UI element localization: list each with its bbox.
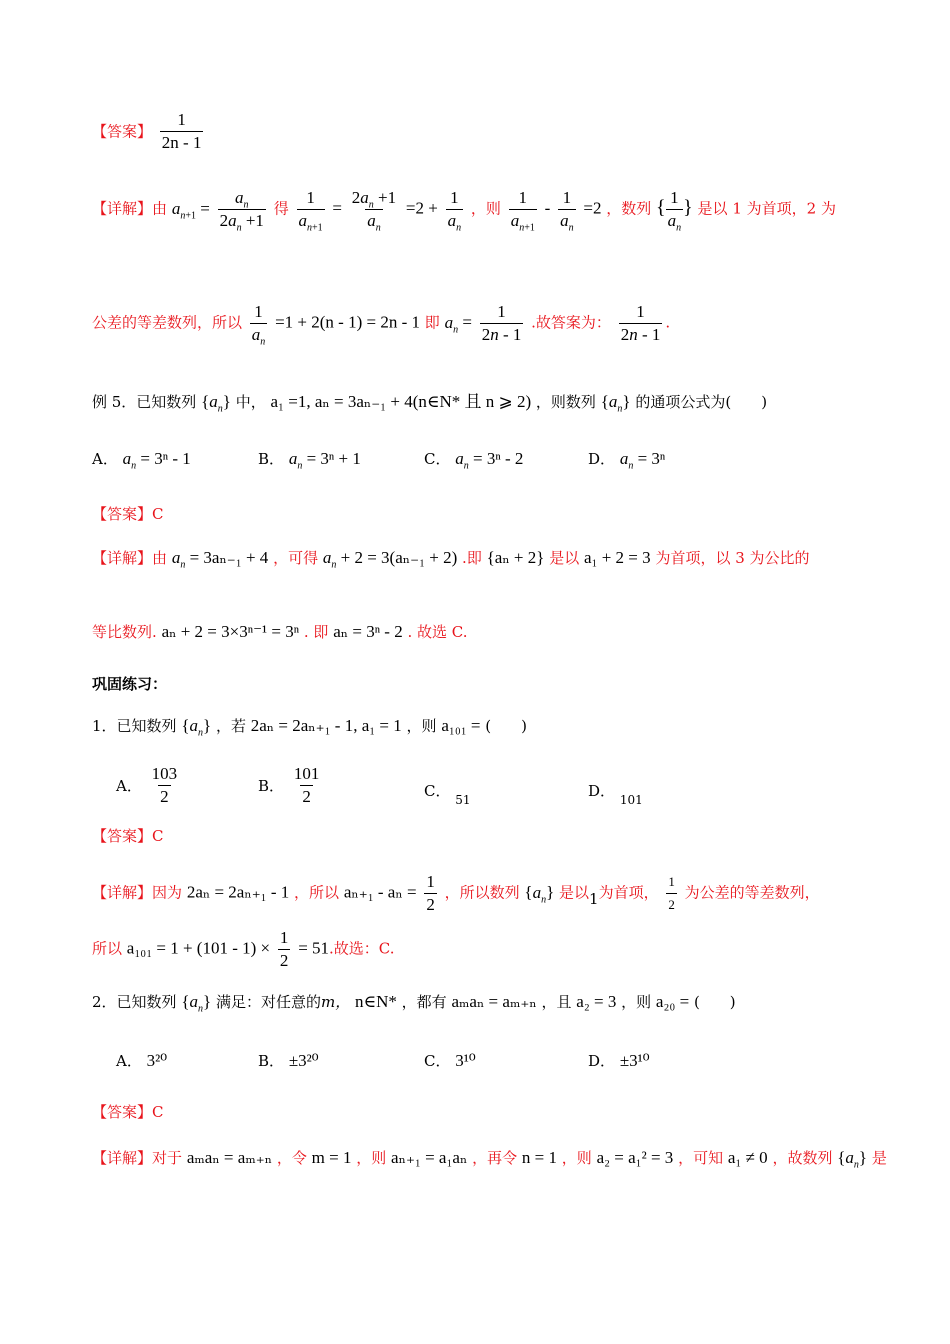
brace-open: { [656, 196, 666, 219]
answer-line-1 [92, 110, 206, 153]
example-5: 例 5．已知数列 $\{a_n\}$ 中， a₁ =1, aₙ = 3aₙ₋₁ + 4(n∈N* 且 n ⩾ 2) ，则数列 $\{a_n\}$ 的通项公式为( ) [92, 392, 768, 415]
q2-option-c[interactable]: C． 3¹⁰ [424, 1051, 476, 1070]
fraction-final: $\frac{1}{2n - 1}$ [620, 302, 661, 344]
ex5-answer: 【答案】C [92, 505, 164, 523]
ex5-detail-1: 【详解】由 $a_n = 3a_{n-1} + 4$ ，可得 $a_n + 2 = 3(a_{n-1} + 2)$ .即 {aₙ + 2} 是以 a₁ + 2 = 3 为首项，以 3 为公比的 [92, 548, 810, 571]
seq-an-2: $\{a_n\}$ [600, 392, 631, 415]
detail-line-1: 【详解】由 $a_{n+1}$ = $\frac{a_n}{2a_n +1}$ 得 $\frac{1}{a_{n+1}}$ = $\frac{2a_n +1}{a_n}$ =2 + $\frac{1}{a_n}$ ，则 $\frac{1}{a_{n+1}}$ - $\frac{1}{a_n}$ =2 ，数列 { $\frac{1}{a_n}$ } 是以 1 为首项，2 为 [92, 188, 836, 234]
ex5-set: {aₙ + 2} [486, 548, 545, 567]
q2-ask: a₂₀ = [655, 992, 690, 1011]
q1-option-c[interactable]: C． $_{51}$ [424, 782, 471, 807]
q1-l2-eq: = 51 [298, 938, 330, 958]
q2-option-a[interactable]: A． 3²⁰ [116, 1051, 168, 1070]
detail-label: 【详解】 [92, 199, 153, 218]
detail-line-2: 公差的等差数列，所以 $\frac{1}{a_n}$ =1 + 2(n - 1) = 2n - 1 即 $a_n$ = $\frac{1}{2n - 1}$ .故答案为： $\frac{1}{2n - 1}$ . [92, 302, 671, 348]
q1-cond: 2aₙ = 2aₙ₊₁ - 1, a₁ = 1 [250, 716, 402, 735]
q2-cond: aₘaₙ = aₘ₊ₙ [451, 992, 537, 1011]
ex5-first: a₁ + 2 = 3 [584, 548, 651, 567]
q2-m1: m = 1 [311, 1148, 352, 1167]
q1-answer: 【答案】C [92, 827, 164, 845]
question-2: 2．已知数列 $\{a_n\}$ 满足：对任意的m， n∈N* ，都有 aₘaₙ = aₘ₊ₙ ，且 a₂ = 3 ，则 a₂₀ = ( ) [92, 992, 736, 1015]
ex5-l2-expr2: aₙ = 3ⁿ - 2 [333, 622, 403, 641]
ex5-expr2: + 2 = 3(aₙ₋₁ + 2) [340, 548, 458, 567]
minus-sign: - [544, 198, 551, 218]
math-recurrence: $a_{n+1}$ = [171, 198, 210, 221]
ex5-condition: a₁ =1, aₙ = 3aₙ₋₁ + 4(n∈N* 且 n ⩾ 2) [270, 392, 532, 411]
q1-seq: $\{a_n\}$ [181, 716, 212, 739]
q1-detail-1: 【详解】因为 2aₙ = 2aₙ₊₁ - 1 ，所以 aₙ₊₁ - aₙ = $\frac{1}{2}$ ，所以数列 $\{a_n\}$ 是以1为首项， $\frac{1}{2}$ 为公差的等差数列， [92, 872, 820, 914]
q1-expr2: aₙ₊₁ - aₙ = [343, 882, 417, 902]
fraction-reciprocal: $\frac{1}{a_{n+1}}$ [298, 188, 323, 234]
q2-a2: a₂ = 3 [576, 992, 617, 1011]
eq-2: =2 [583, 198, 602, 218]
fraction-1-an: $\frac{1}{a_n}$ [447, 188, 462, 234]
ex5-option-c[interactable]: C． $a_n = 3^n - 2$ [424, 449, 524, 472]
practice-title: 巩固练习： [92, 675, 168, 693]
q2-detail-1: 【详解】对于 aₘaₙ = aₘ₊ₙ ，令 m = 1 ，则 aₙ₊₁ = a₁aₙ ，再令 n = 1 ，则 a₂ = a₁² = 3 ，可知 a₁ ≠ 0 ，故数列 $\{a_n\}$ 是 [92, 1148, 887, 1171]
ex5-l2-expr: aₙ + 2 = 3×3ⁿ⁻¹ = 3ⁿ [161, 622, 300, 641]
q2-expr4: a₁ ≠ 0 [727, 1148, 768, 1167]
answer-label: 【答案】 [92, 122, 153, 141]
eq-2plus: =2 + [405, 198, 438, 218]
fraction-1-an1: $\frac{1}{a_{n+1}}$ [510, 188, 535, 234]
fraction-1-an-b: $\frac{1}{a_n}$ [560, 188, 574, 234]
q2-option-b[interactable]: B． ±3²⁰ [258, 1051, 319, 1070]
question-1: 1．已知数列 $\{a_n\}$ ，若 2aₙ = 2aₙ₊₁ - 1, a₁ = 1 ，则 a₁₀₁ = ( ) [92, 716, 528, 739]
answer-fraction: $\frac{1}{2n - 1}$ [161, 110, 202, 152]
fraction-an-over: $\frac{a_n}{2a_n +1}$ [219, 188, 264, 234]
fraction-1-an-c: $\frac{1}{a_n}$ [251, 302, 266, 348]
ex5-detail-2: 等比数列. aₙ + 2 = 3×3ⁿ⁻¹ = 3ⁿ . 即 aₙ = 3ⁿ - 2 . 故选 C. [92, 622, 468, 641]
q1-detail-2: 所以 a₁₀₁ = 1 + (101 - 1) × $\frac{1}{2}$ = 51.故选：C. [92, 928, 395, 970]
q1-option-b[interactable]: B． $\frac{101}{2}$ [258, 764, 320, 806]
ex5-option-d[interactable]: D． $a_n = 3^n$ [588, 449, 666, 472]
an-eq: $a_n$ = [444, 312, 472, 335]
eq-sign: = [332, 198, 343, 218]
ex5-option-a[interactable]: A． $a_n = 3^n - 1$ [92, 449, 191, 472]
q2-expr1: aₘaₙ = aₘ₊ₙ [186, 1148, 273, 1167]
q2-answer: 【答案】C [92, 1103, 164, 1121]
q2-option-d[interactable]: D． ±3¹⁰ [588, 1051, 650, 1070]
q2-seq: $\{a_n\}$ [181, 992, 212, 1015]
q1-option-a[interactable]: A． $\frac{103}{2}$ [116, 764, 178, 806]
q2-n-in: n∈N* [354, 992, 397, 1011]
q2-n1: n = 1 [521, 1148, 557, 1167]
ex5-expr1: = 3aₙ₋₁ + 4 [189, 548, 269, 567]
q2-expr3: a₂ = a₁² = 3 [596, 1148, 674, 1167]
q1-ask: a₁₀₁ = [441, 716, 481, 735]
q1-l2-expr: a₁₀₁ = 1 + (101 - 1) × [126, 938, 271, 958]
expr-2n-1: =1 + 2(n - 1) = 2n - 1 [275, 312, 420, 332]
ex5-option-b[interactable]: B． $a_n = 3^n + 1$ [258, 449, 361, 472]
fraction-result: $\frac{1}{2n - 1}$ [481, 302, 522, 344]
brace-close: } [683, 196, 693, 219]
q1-option-d[interactable]: D． $_{101}$ [588, 782, 643, 807]
q2-expr2: aₙ₊₁ = a₁aₙ [391, 1148, 468, 1167]
q1-expr1: 2aₙ = 2aₙ₊₁ - 1 [186, 882, 290, 902]
seq-an: $\{a_n\}$ [201, 392, 231, 415]
fraction-2an: $\frac{2a_n +1}{a_n}$ [351, 188, 397, 234]
fraction-seq: $\frac{1}{a_n}$ [667, 188, 682, 234]
